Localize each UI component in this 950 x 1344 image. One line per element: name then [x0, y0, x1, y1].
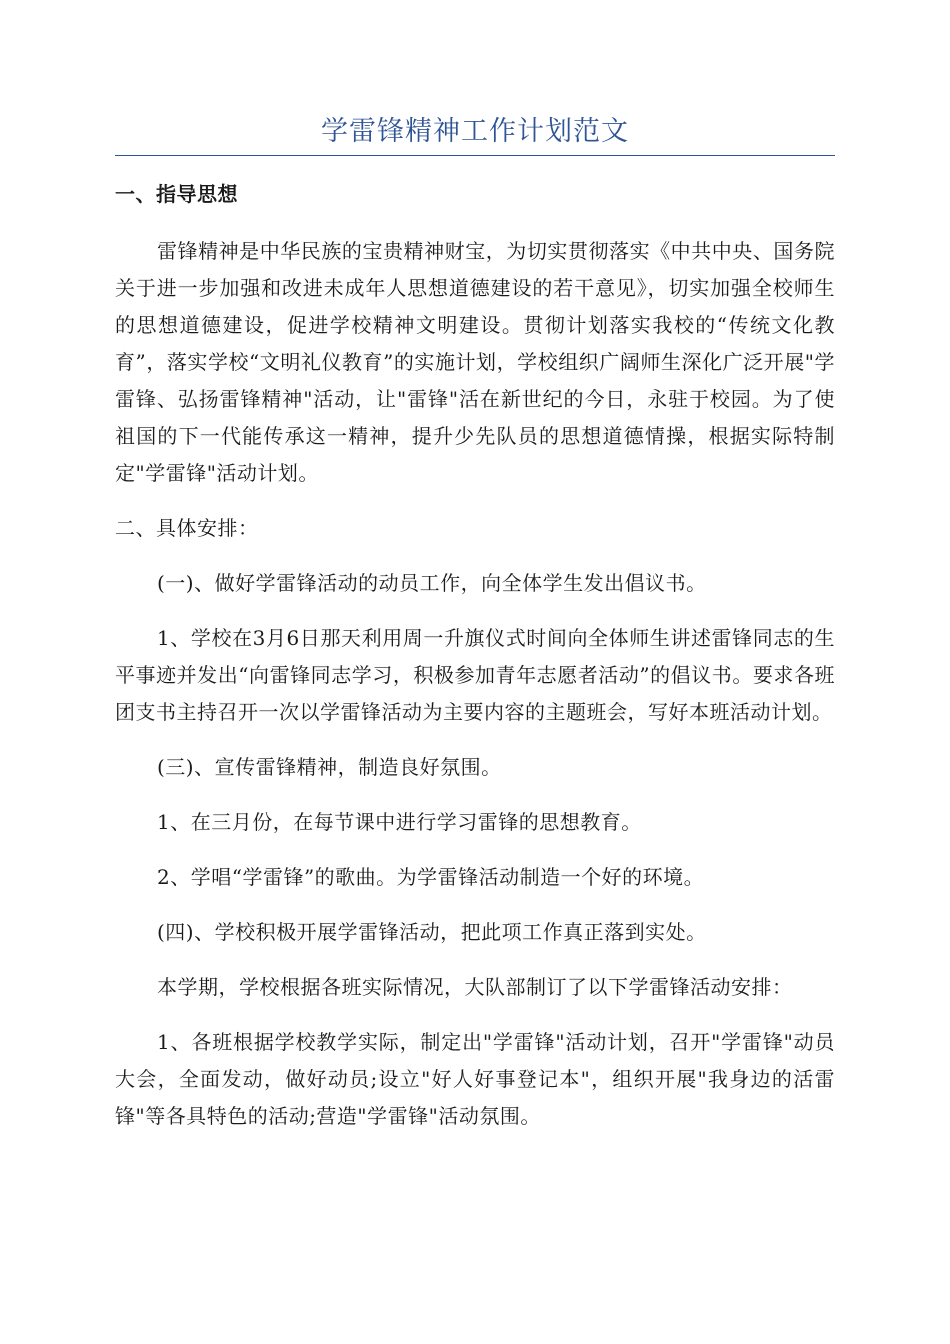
paragraph-item-3: (三)、宣传雷锋精神，制造良好氛围。: [157, 755, 502, 779]
title-underline: [115, 155, 835, 156]
paragraph-item-1: (一)、做好学雷锋活动的动员工作，向全体学生发出倡议书。: [157, 571, 707, 595]
paragraph-intro: 雷锋精神是中华民族的宝贵精神财宝，为切实贯彻落实《中共中央、国务院关于进一步加强和改进未成年人思想道德建设的若干意见》，切实加强全校师生的思想道德建设，促进学校精神文明建设。贯彻计划落实我校的“传统文化教育”，落实学校“文明礼仪教育”的实施计划，学校组织广阔师生深化广泛开展"学雷锋、弘扬雷锋精神"活动，让"雷锋"活在新世纪的今日，永驻于校园。为了使祖国的下一代能传承这一精神，提升少先队员的思想道德情操，根据实际特制定"学雷锋"活动计划。: [115, 239, 835, 485]
document-title: 学雷锋精神工作计划范文: [321, 116, 629, 147]
paragraph-mobilization: 1、学校在3月6日那天利用周一升旗仪式时间向全体师生讲述雷锋同志的生平事迹并发出“向雷锋同志学习，积极参加青年志愿者活动”的倡议书。要求各班团支书主持召开一次以学雷锋活动为主要内容的主题班会，写好本班活动计划。: [115, 626, 835, 724]
paragraph-march-education: 1、在三月份，在每节课中进行学习雷锋的思想教育。: [157, 810, 642, 834]
paragraph-class-plans: 1、各班根据学校教学实际，制定出"学雷锋"活动计划，召开"学雷锋"动员大会，全面发动，做好动员;设立"好人好事登记本"，组织开展"我身边的活雷锋"等各具特色的活动;营造"学雷锋"活动氛围。: [115, 1030, 835, 1128]
paragraph-item-4: (四)、学校积极开展学雷锋活动，把此项工作真正落到实处。: [157, 920, 707, 944]
section-heading-arrangement: 二、具体安排：: [115, 516, 259, 540]
document-body: [115, 176, 835, 1135]
paragraph-semester: 本学期，学校根据各班实际情况，大队部制订了以下学雷锋活动安排：: [157, 975, 793, 999]
section-heading-guiding-ideology: 一、指导思想: [115, 182, 238, 206]
paragraph-song: 2、学唱“学雷锋”的歌曲。为学雷锋活动制造一个好的环境。: [157, 865, 705, 889]
